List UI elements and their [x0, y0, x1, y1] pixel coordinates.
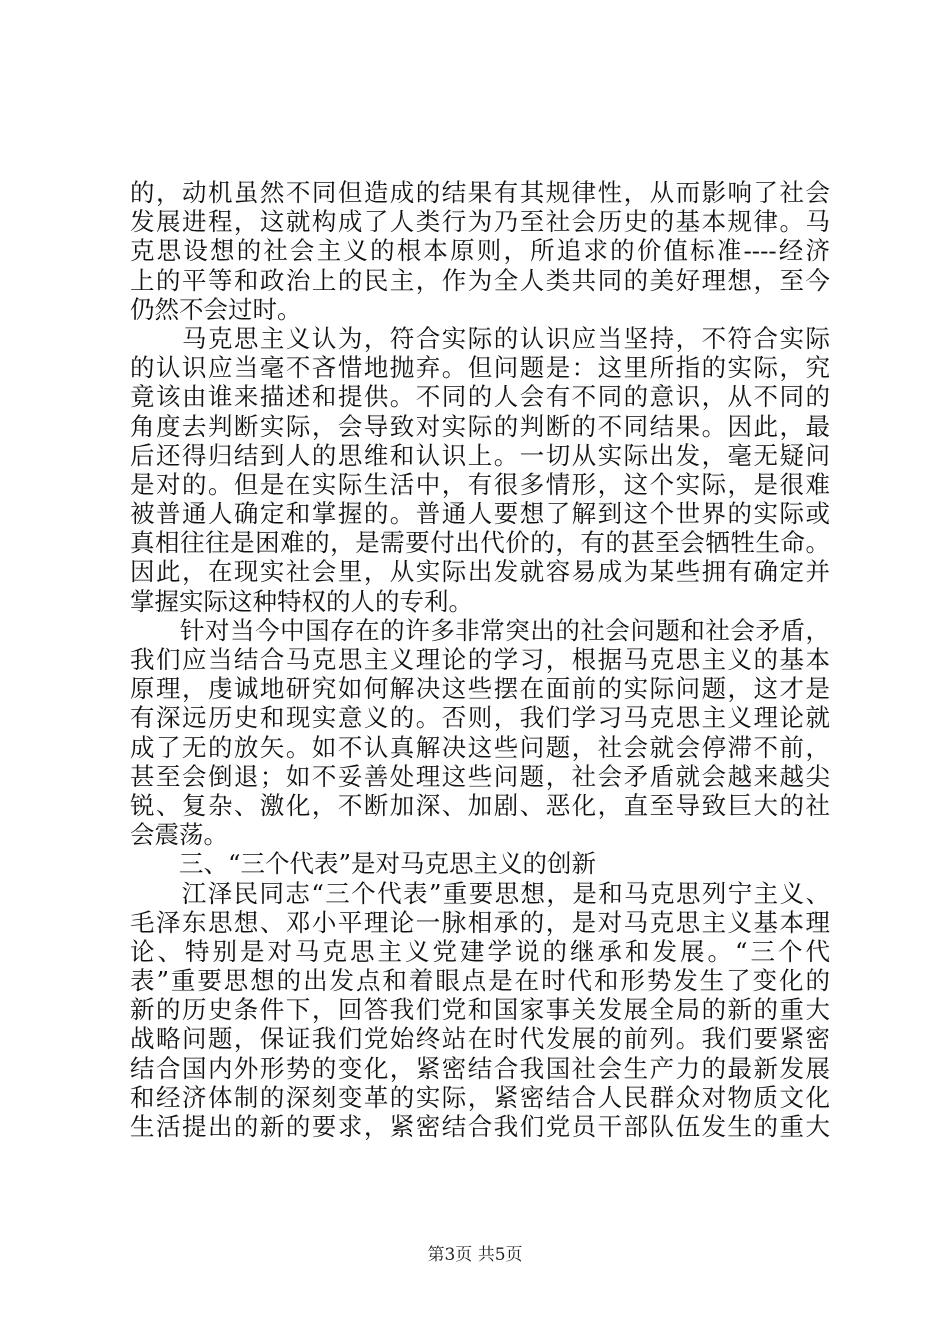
document-body [130, 178, 830, 1141]
text-line: 仍然不会过时。 [130, 294, 302, 324]
text-line: 原理，虔诚地研究如何解决这些摆在面前的实际问题，这才是 [130, 674, 830, 704]
text-line: 克思设想的社会主义的根本原则，所追求的价值标准----经济 [130, 236, 830, 266]
text-line: 被普通人确定和掌握的。普通人要想了解到这个世界的实际或 [130, 499, 830, 529]
text-line: 甚至会倒退；如不妥善处理这些问题，社会矛盾就会越来越尖 [130, 761, 830, 791]
text-line: 锐、复杂、激化，不断加深、加剧、恶化，直至导致巨大的社 [130, 790, 830, 820]
text-line: 我们应当结合马克思主义理论的学习，根据马克思主义的基本 [130, 645, 830, 674]
text-line: 上的平等和政治上的民主，作为全人类共同的美好理想，至今 [130, 265, 830, 295]
text-line: 因此，在现实社会里，从实际出发就容易成为某些拥有确定并 [130, 557, 830, 587]
text-line: 竟该由谁来描述和提供。不同的人会有不同的意识，从不同的 [130, 382, 830, 412]
text-line: 毛泽东思想、邓小平理论一脉相承的，是对马克思主义基本理 [130, 907, 830, 937]
text-line: 是对的。但是在实际生活中，有很多情形，这个实际，是很难 [130, 469, 830, 499]
text-line: 江泽民同志“三个代表”重要思想，是和马克思列宁主义、 [130, 878, 830, 908]
text-line: 的，动机虽然不同但造成的结果有其规律性，从而影响了社会 [130, 178, 830, 207]
text-line: 会震荡。 [130, 820, 228, 850]
text-line: 生活提出的新的要求，紧密结合我们党员干部队伍发生的重大 [130, 1112, 830, 1141]
text-line: 表”重要思想的出发点和着眼点是在时代和形势发生了变化的 [130, 966, 830, 996]
text-line: 的认识应当毫不吝惜地抛弃。但问题是：这里所指的实际，究 [130, 353, 830, 383]
text-line: 结合国内外形势的变化，紧密结合我国社会生产力的最新发展 [130, 1053, 830, 1083]
text-line: 和经济体制的深刻变革的实际，紧密结合人民群众对物质文化 [130, 1082, 830, 1112]
text-line: 针对当今中国存在的许多非常突出的社会问题和社会矛盾， [130, 615, 830, 645]
text-line: 真相往往是困难的，是需要付出代价的，有的甚至会牺牲生命。 [130, 528, 830, 558]
text-line: 战略问题，保证我们党始终站在时代发展的前列。我们要紧密 [130, 1024, 830, 1054]
text-line: 有深远历史和现实意义的。否则，我们学习马克思主义理论就 [130, 703, 830, 733]
page-footer: 第3页 共5页 [427, 1245, 523, 1265]
text-line: 成了无的放矢。如不认真解决这些问题，社会就会停滞不前， [130, 732, 830, 762]
text-line: 后还得归结到人的思维和认识上。一切从实际出发，毫无疑问 [130, 440, 830, 470]
text-line: 三、“三个代表”是对马克思主义的创新 [130, 849, 597, 879]
text-line: 新的历史条件下，回答我们党和国家事关发展全局的新的重大 [130, 995, 830, 1025]
text-line: 发展进程，这就构成了人类行为乃至社会历史的基本规律。马 [130, 207, 830, 237]
text-line: 掌握实际这种特权的人的专利。 [130, 586, 473, 616]
text-line: 马克思主义认为，符合实际的认识应当坚持，不符合实际 [130, 323, 830, 353]
text-line: 角度去判断实际，会导致对实际的判断的不同结果。因此，最 [130, 411, 830, 441]
text-line: 论、特别是对马克思主义党建学说的继承和发展。“三个代 [130, 936, 830, 966]
